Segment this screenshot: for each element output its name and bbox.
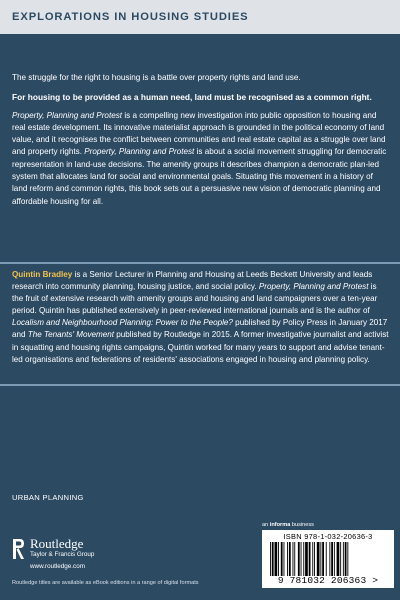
blurb-thesis: For housing to be provided as a human need, land must be recognised as a common right.: [12, 91, 372, 102]
subject-category: URBAN PLANNING: [12, 493, 84, 502]
blurb-description: Property, Planning and Protest is a compelling new investigation into public opposition to housing and real estate development. Its innovative materialist approach is grounded in the political economy of land value, and it recognises the conflict between communities and real estate capital as a struggle over land and property rights. Property, Planning and Protest is about a social movement struggling for democratic representation in land-use decisions. The amenity groups it describes champion a democratic plan-led system that allocates land for social and environmental goals. Situating this movement in a history of land reform and common rights, this book sets out a persuasive new vision of democratic planning and affordable housing for all.: [12, 110, 387, 206]
routledge-r-icon: [12, 538, 25, 560]
series-banner: [0, 0, 400, 34]
informa-tagline: an informa business: [262, 522, 314, 528]
author-bio: Quintin Bradley is a Senior Lecturer in Planning and Housing at Leeds Beckett University and leads research into community planning, housing justice, and social policy. Property, Planning and Protest is the fruit of extensive research with amenity groups and housing and land campaigners over a ten-year period. Quintin has published extensively in peer-reviewed international journals and is the author of Localism and Neighbourhood Planning: Power to the People? published by Policy Press in January 2017 and The Tenants' Movement published by Routledge in 2015. A former investigative journalist and activist in squatting and housing rights campaigns, Quintin worked for many years to support and advise tenant-led organisations and federations of residents' associations engaged in housing and planning policy.: [12, 270, 389, 364]
publisher-name: Routledge: [30, 536, 84, 551]
book-title-ref: Property, Planning and Protest: [258, 282, 369, 292]
book-blurb: [12, 72, 390, 214]
informa-brand: informa: [269, 522, 291, 528]
section-divider: [0, 262, 400, 264]
book-title-ref: Property, Planning and Protest: [12, 110, 123, 120]
barcode-digits: 9 781032 206363 >: [277, 575, 379, 586]
barcode-image: [270, 542, 386, 576]
publisher-logo: [12, 537, 94, 570]
book-title-ref: Property, Planning and Protest: [84, 147, 195, 157]
section-divider: [0, 384, 400, 386]
publisher-url: www.routledge.com: [30, 563, 85, 570]
series-title: EXPLORATIONS IN HOUSING STUDIES: [12, 11, 249, 23]
blurb-intro: The struggle for the right to housing is a battle over property rights and land use.: [12, 73, 301, 82]
book-title-ref: Localism and Neighbourhood Planning: Power to the People?: [12, 318, 233, 328]
author-name: Quintin Bradley: [12, 270, 73, 279]
barcode-panel: [262, 530, 394, 588]
publisher-group: Taylor & Francis Group: [30, 551, 95, 558]
ebook-note: Routledge titles are available as eBook editions in a range of digital formats: [12, 580, 199, 586]
book-title-ref: The Tenants' Movement: [27, 330, 115, 340]
isbn-text: ISBN 978-1-032-20636-3: [283, 532, 373, 541]
